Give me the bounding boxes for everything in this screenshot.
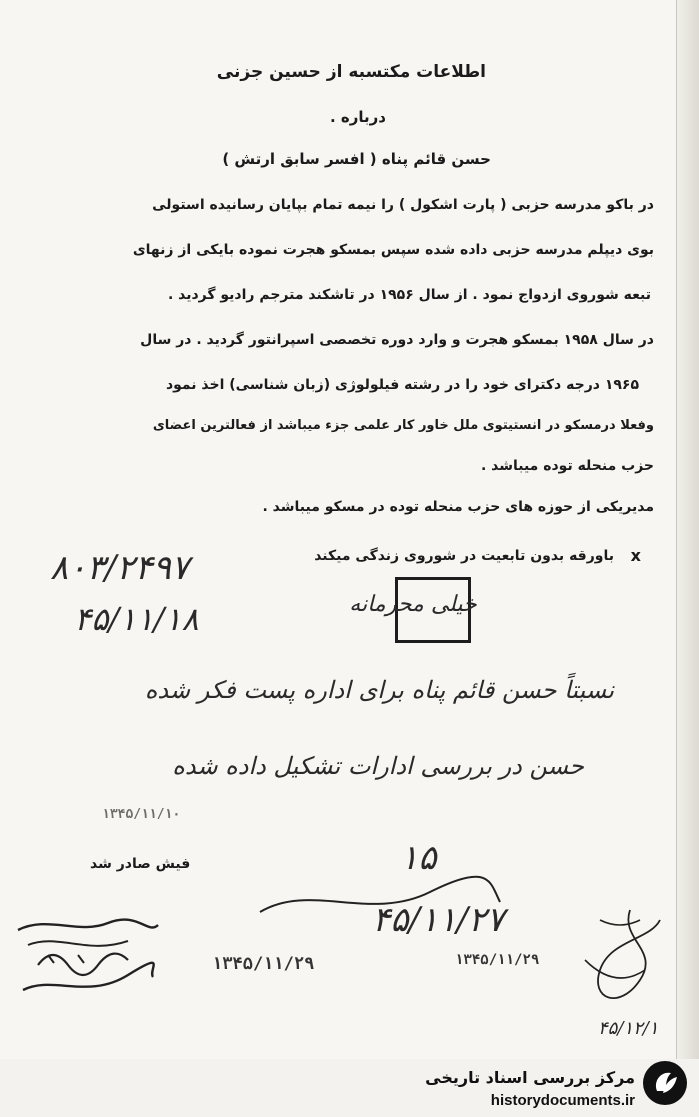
body-line: باورقه بدون تابعیت در شوروی زندگی میکند: [314, 548, 614, 564]
watermark-footer: [0, 1059, 699, 1117]
body-line: مدیریکی از حوزه های حزب منحله توده در مسکو میباشد .: [262, 499, 654, 515]
body-line: حزب منحله توده میباشد .: [480, 458, 654, 474]
handwritten-note-2: حسن در بررسی ادارات تشکیل داده شده: [172, 752, 584, 780]
body-line: در باکو مدرسه حزبی ( پارت اشکول ) را نیمه تمام بپایان رسانیده استولی: [152, 197, 654, 213]
file-number: ۸۰۳/۲۴۹۷: [50, 548, 190, 588]
archive-logo-icon: [643, 1061, 687, 1105]
x-mark: x: [630, 546, 641, 565]
subject-name: حسن قائم پناه ( افسر سابق ارتش ): [222, 150, 491, 168]
signature-mid: [250, 862, 510, 932]
classification-stamp: خیلی محرمانه: [349, 592, 477, 617]
body-line: ۱۹۶۵ درجه دکترای خود را در رشته فیلولوژی (زبان شناسی) اخذ نمود: [165, 377, 639, 393]
subject-label: درباره .: [329, 108, 386, 126]
fish-issued-label: فیش صادر شد: [90, 856, 191, 872]
org-name: مرکز بررسی اسناد تاریخی: [425, 1068, 635, 1087]
website-link[interactable]: historydocuments.ir: [490, 1092, 635, 1109]
date-2: ۴۵/۱۱/۲۷: [372, 900, 505, 940]
handwritten-number-15: ۱۵: [400, 838, 437, 878]
signature-left: [8, 905, 168, 1015]
handwritten-note-1: نسبتاً حسن قائم پناه برای اداره پست فکر شده: [144, 676, 614, 704]
date-1: ۴۵/۱۱/۱۸: [74, 600, 199, 638]
body-line: بوی دیپلم مدرسه حزبی داده شده سپس بمسکو هجرت نموده بایکی از زنهای: [132, 242, 654, 258]
body-line: در سال ۱۹۵۸ بمسکو هجرت و وارد دوره تخصصی اسپرانتور گردید . در سال: [140, 332, 654, 348]
body-line: وفعلا درمسکو در انستیتوی ملل خاور کار علمی جزء میباشد از فعالترین اعضای: [152, 418, 654, 433]
date-3: ۴۵/۱۲/۱: [598, 1018, 659, 1039]
body-line: تبعه شوروی ازدواج نمود . از سال ۱۹۵۶ در تاشکند مترجم رادیو گردید .: [167, 287, 651, 303]
signature-right: [570, 900, 680, 1020]
received-number: ۱۳۴۵/۱۱/۱۰: [102, 807, 181, 822]
document-heading: اطلاعات مکتسبه از حسین جزنی: [216, 62, 486, 82]
stamp-number-2: ۱۳۴۵/۱۱/۲۹: [455, 952, 540, 968]
stamp-number-1: ۱۳۴۵/۱۱/۲۹: [212, 954, 315, 974]
